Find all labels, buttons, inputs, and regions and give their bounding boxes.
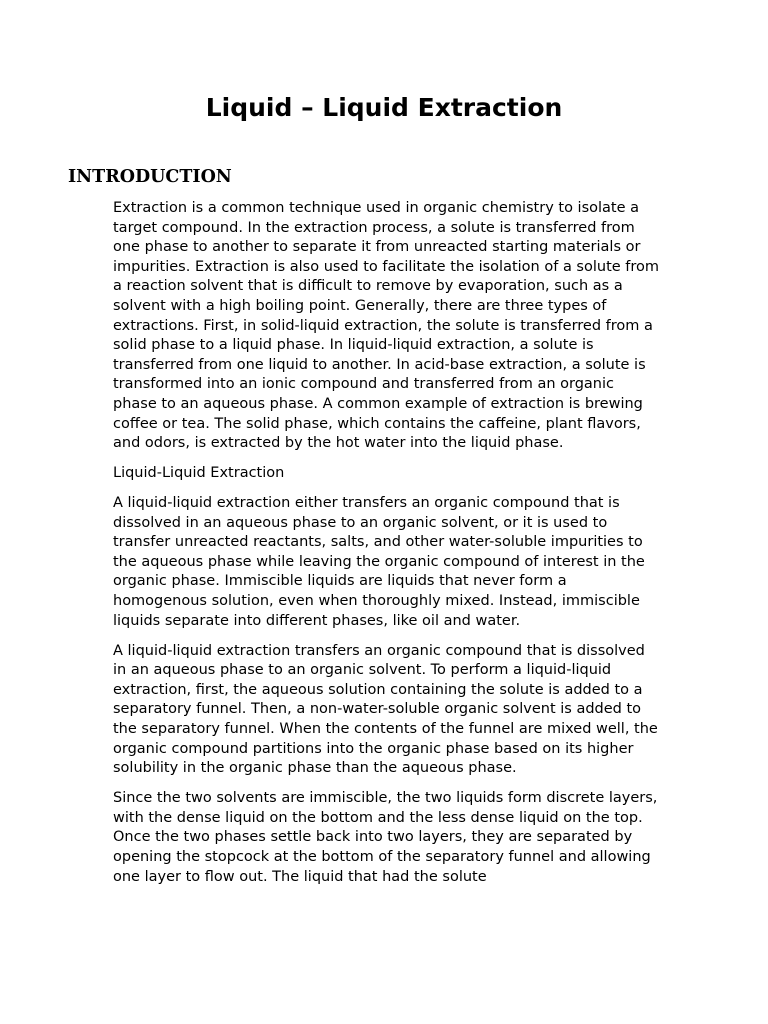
paragraph-liquid-liquid-procedure: A liquid-liquid extraction transfers an organic compound that is dissolved in an aqueous phase to an organic solvent. To perform a liquid-liquid extraction, first, the aqueous solution containing the solute is added to a separatory funnel. Then, a non-water-soluble organic solvent is added to the separatory funnel. When the contents of the funnel are mixed well, the organic compound partitions into the organic phase based on its higher solubility in the organic phase than the aqueous phase. <box>113 642 658 777</box>
subheading-liquid-liquid-extraction: Liquid-Liquid Extraction <box>113 465 285 482</box>
document-title: Liquid – Liquid Extraction <box>205 93 563 122</box>
body-text <box>113 199 661 898</box>
paragraph-liquid-liquid-definition: A liquid-liquid extraction either transfers an organic compound that is dissolved in an aqueous phase to an organic solvent, or it is used to transfer unreacted reactants, salts, and other water-soluble impurities to the aqueous phase while leaving the organic compound of interest in the organic phase. Immiscible liquids are liquids that never form a homogenous solution, even when thoroughly mixed. Instead, immiscible liquids separate into different phases, like oil and water. <box>113 495 645 629</box>
paragraph-extraction-overview: Extraction is a common technique used in organic chemistry to isolate a target compound. In the extraction process, a solute is transferred from one phase to another to separate it from unreacted starting materials or impurities. Extraction is also used to facilitate the isolation of a solute from a reaction solvent that is difficult to remove by evaporation, such as a solvent with a high boiling point. Generally, there are three types of extractions. First, in solid-liquid extraction, the solute is transferred from a solid phase to a liquid phase. In liquid-liquid extraction, a solute is transferred from one liquid to another. In acid-base extraction, a solute is transformed into an ionic compound and transferred from an organic phase to an aqueous phase. A common example of extraction is brewing coffee or tea. The solid phase, which contains the caffeine, plant flavors, and odors, is extracted by the hot water into the liquid phase. <box>113 200 660 452</box>
paragraph-layer-separation: Since the two solvents are immiscible, the two liquids form discrete layers, with the dense liquid on the bottom and the less dense liquid on the top. Once the two phases settle back into two layers, they are separated by opening the stopcock at the bottom of the separatory funnel and allowing one layer to flow out. The liquid that had the solute <box>113 790 658 885</box>
section-heading-introduction: INTRODUCTION <box>68 167 232 187</box>
